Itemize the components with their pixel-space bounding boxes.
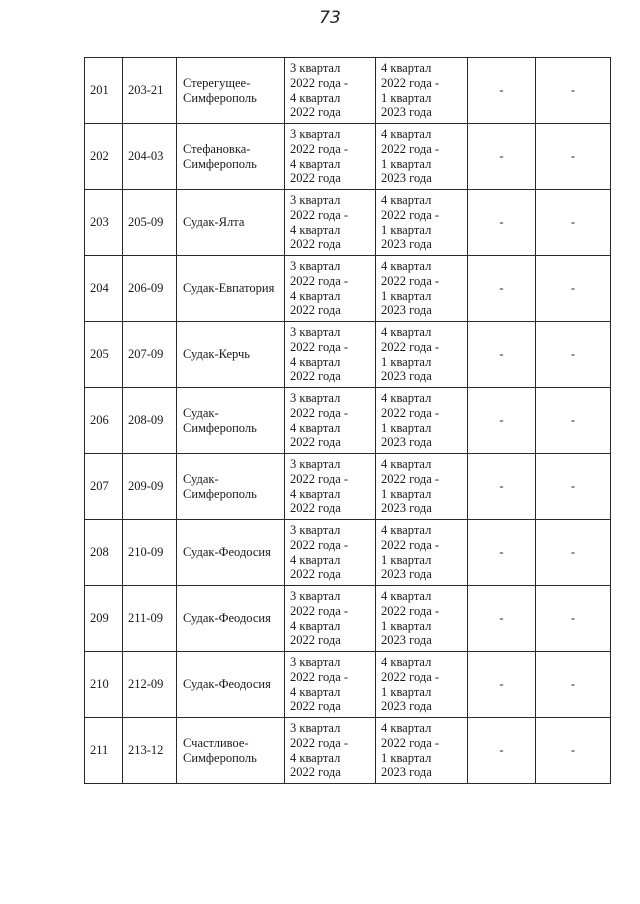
table-row xyxy=(85,388,611,454)
empty-value-cell: - xyxy=(536,388,611,454)
period-start-cell: 3 квартал 2022 года - 4 квартал 2022 года xyxy=(285,322,376,388)
route-name-cell: Счастливое- Симферополь xyxy=(177,718,285,784)
row-number-cell: 208 xyxy=(85,520,123,586)
route-name-cell: Судак-Ялта xyxy=(177,190,285,256)
period-end-cell: 4 квартал 2022 года - 1 квартал 2023 года xyxy=(376,124,468,190)
period-end-cell: 4 квартал 2022 года - 1 квартал 2023 года xyxy=(376,718,468,784)
route-code-cell: 211-09 xyxy=(123,586,177,652)
empty-value-cell: - xyxy=(468,58,536,124)
row-number-cell: 201 xyxy=(85,58,123,124)
period-end-cell: 4 квартал 2022 года - 1 квартал 2023 года xyxy=(376,190,468,256)
empty-value-cell: - xyxy=(536,190,611,256)
route-code-cell: 206-09 xyxy=(123,256,177,322)
route-name-cell: Судак- Симферополь xyxy=(177,388,285,454)
route-name-cell: Судак-Феодосия xyxy=(177,520,285,586)
period-end-cell: 4 квартал 2022 года - 1 квартал 2023 года xyxy=(376,58,468,124)
empty-value-cell: - xyxy=(468,388,536,454)
empty-value-cell: - xyxy=(468,652,536,718)
route-name-cell: Судак- Симферополь xyxy=(177,454,285,520)
row-number-cell: 204 xyxy=(85,256,123,322)
table-row xyxy=(85,652,611,718)
empty-value-cell: - xyxy=(536,256,611,322)
empty-value-cell: - xyxy=(536,586,611,652)
row-number-cell: 206 xyxy=(85,388,123,454)
period-end-cell: 4 квартал 2022 года - 1 квартал 2023 года xyxy=(376,256,468,322)
period-start-cell: 3 квартал 2022 года - 4 квартал 2022 года xyxy=(285,586,376,652)
table-row xyxy=(85,256,611,322)
empty-value-cell: - xyxy=(468,190,536,256)
period-end-cell: 4 квартал 2022 года - 1 квартал 2023 года xyxy=(376,388,468,454)
period-end-cell: 4 квартал 2022 года - 1 квартал 2023 года xyxy=(376,322,468,388)
route-code-cell: 210-09 xyxy=(123,520,177,586)
period-start-cell: 3 квартал 2022 года - 4 квартал 2022 года xyxy=(285,454,376,520)
table-row xyxy=(85,718,611,784)
empty-value-cell: - xyxy=(536,718,611,784)
period-start-cell: 3 квартал 2022 года - 4 квартал 2022 года xyxy=(285,388,376,454)
row-number-cell: 211 xyxy=(85,718,123,784)
empty-value-cell: - xyxy=(536,454,611,520)
row-number-cell: 207 xyxy=(85,454,123,520)
empty-value-cell: - xyxy=(536,652,611,718)
table-row xyxy=(85,124,611,190)
row-number-cell: 202 xyxy=(85,124,123,190)
row-number-cell: 210 xyxy=(85,652,123,718)
empty-value-cell: - xyxy=(536,322,611,388)
empty-value-cell: - xyxy=(468,520,536,586)
row-number-cell: 209 xyxy=(85,586,123,652)
table-row xyxy=(85,322,611,388)
route-code-cell: 208-09 xyxy=(123,388,177,454)
table-body xyxy=(85,58,611,784)
empty-value-cell: - xyxy=(468,586,536,652)
period-start-cell: 3 квартал 2022 года - 4 квартал 2022 года xyxy=(285,58,376,124)
page-number: 73 xyxy=(319,8,341,28)
table-row xyxy=(85,58,611,124)
route-code-cell: 209-09 xyxy=(123,454,177,520)
empty-value-cell: - xyxy=(468,718,536,784)
period-start-cell: 3 квартал 2022 года - 4 квартал 2022 года xyxy=(285,190,376,256)
period-end-cell: 4 квартал 2022 года - 1 квартал 2023 года xyxy=(376,520,468,586)
table-row xyxy=(85,520,611,586)
period-start-cell: 3 квартал 2022 года - 4 квартал 2022 года xyxy=(285,124,376,190)
period-start-cell: 3 квартал 2022 года - 4 квартал 2022 года xyxy=(285,718,376,784)
route-name-cell: Судак-Феодосия xyxy=(177,586,285,652)
empty-value-cell: - xyxy=(536,124,611,190)
period-end-cell: 4 квартал 2022 года - 1 квартал 2023 года xyxy=(376,586,468,652)
period-start-cell: 3 квартал 2022 года - 4 квартал 2022 года xyxy=(285,256,376,322)
route-code-cell: 213-12 xyxy=(123,718,177,784)
empty-value-cell: - xyxy=(468,322,536,388)
route-name-cell: Стефановка- Симферополь xyxy=(177,124,285,190)
period-end-cell: 4 квартал 2022 года - 1 квартал 2023 года xyxy=(376,652,468,718)
row-number-cell: 205 xyxy=(85,322,123,388)
route-code-cell: 203-21 xyxy=(123,58,177,124)
period-start-cell: 3 квартал 2022 года - 4 квартал 2022 года xyxy=(285,652,376,718)
route-code-cell: 205-09 xyxy=(123,190,177,256)
table-row xyxy=(85,454,611,520)
row-number-cell: 203 xyxy=(85,190,123,256)
empty-value-cell: - xyxy=(468,454,536,520)
table-row xyxy=(85,586,611,652)
period-end-cell: 4 квартал 2022 года - 1 квартал 2023 года xyxy=(376,454,468,520)
route-code-cell: 204-03 xyxy=(123,124,177,190)
empty-value-cell: - xyxy=(468,124,536,190)
route-name-cell: Судак-Евпатория xyxy=(177,256,285,322)
route-code-cell: 212-09 xyxy=(123,652,177,718)
table-row xyxy=(85,190,611,256)
routes-table xyxy=(84,57,611,784)
route-code-cell: 207-09 xyxy=(123,322,177,388)
empty-value-cell: - xyxy=(536,58,611,124)
empty-value-cell: - xyxy=(468,256,536,322)
route-name-cell: Судак-Феодосия xyxy=(177,652,285,718)
period-start-cell: 3 квартал 2022 года - 4 квартал 2022 года xyxy=(285,520,376,586)
route-name-cell: Стерегущее- Симферополь xyxy=(177,58,285,124)
route-name-cell: Судак-Керчь xyxy=(177,322,285,388)
empty-value-cell: - xyxy=(536,520,611,586)
